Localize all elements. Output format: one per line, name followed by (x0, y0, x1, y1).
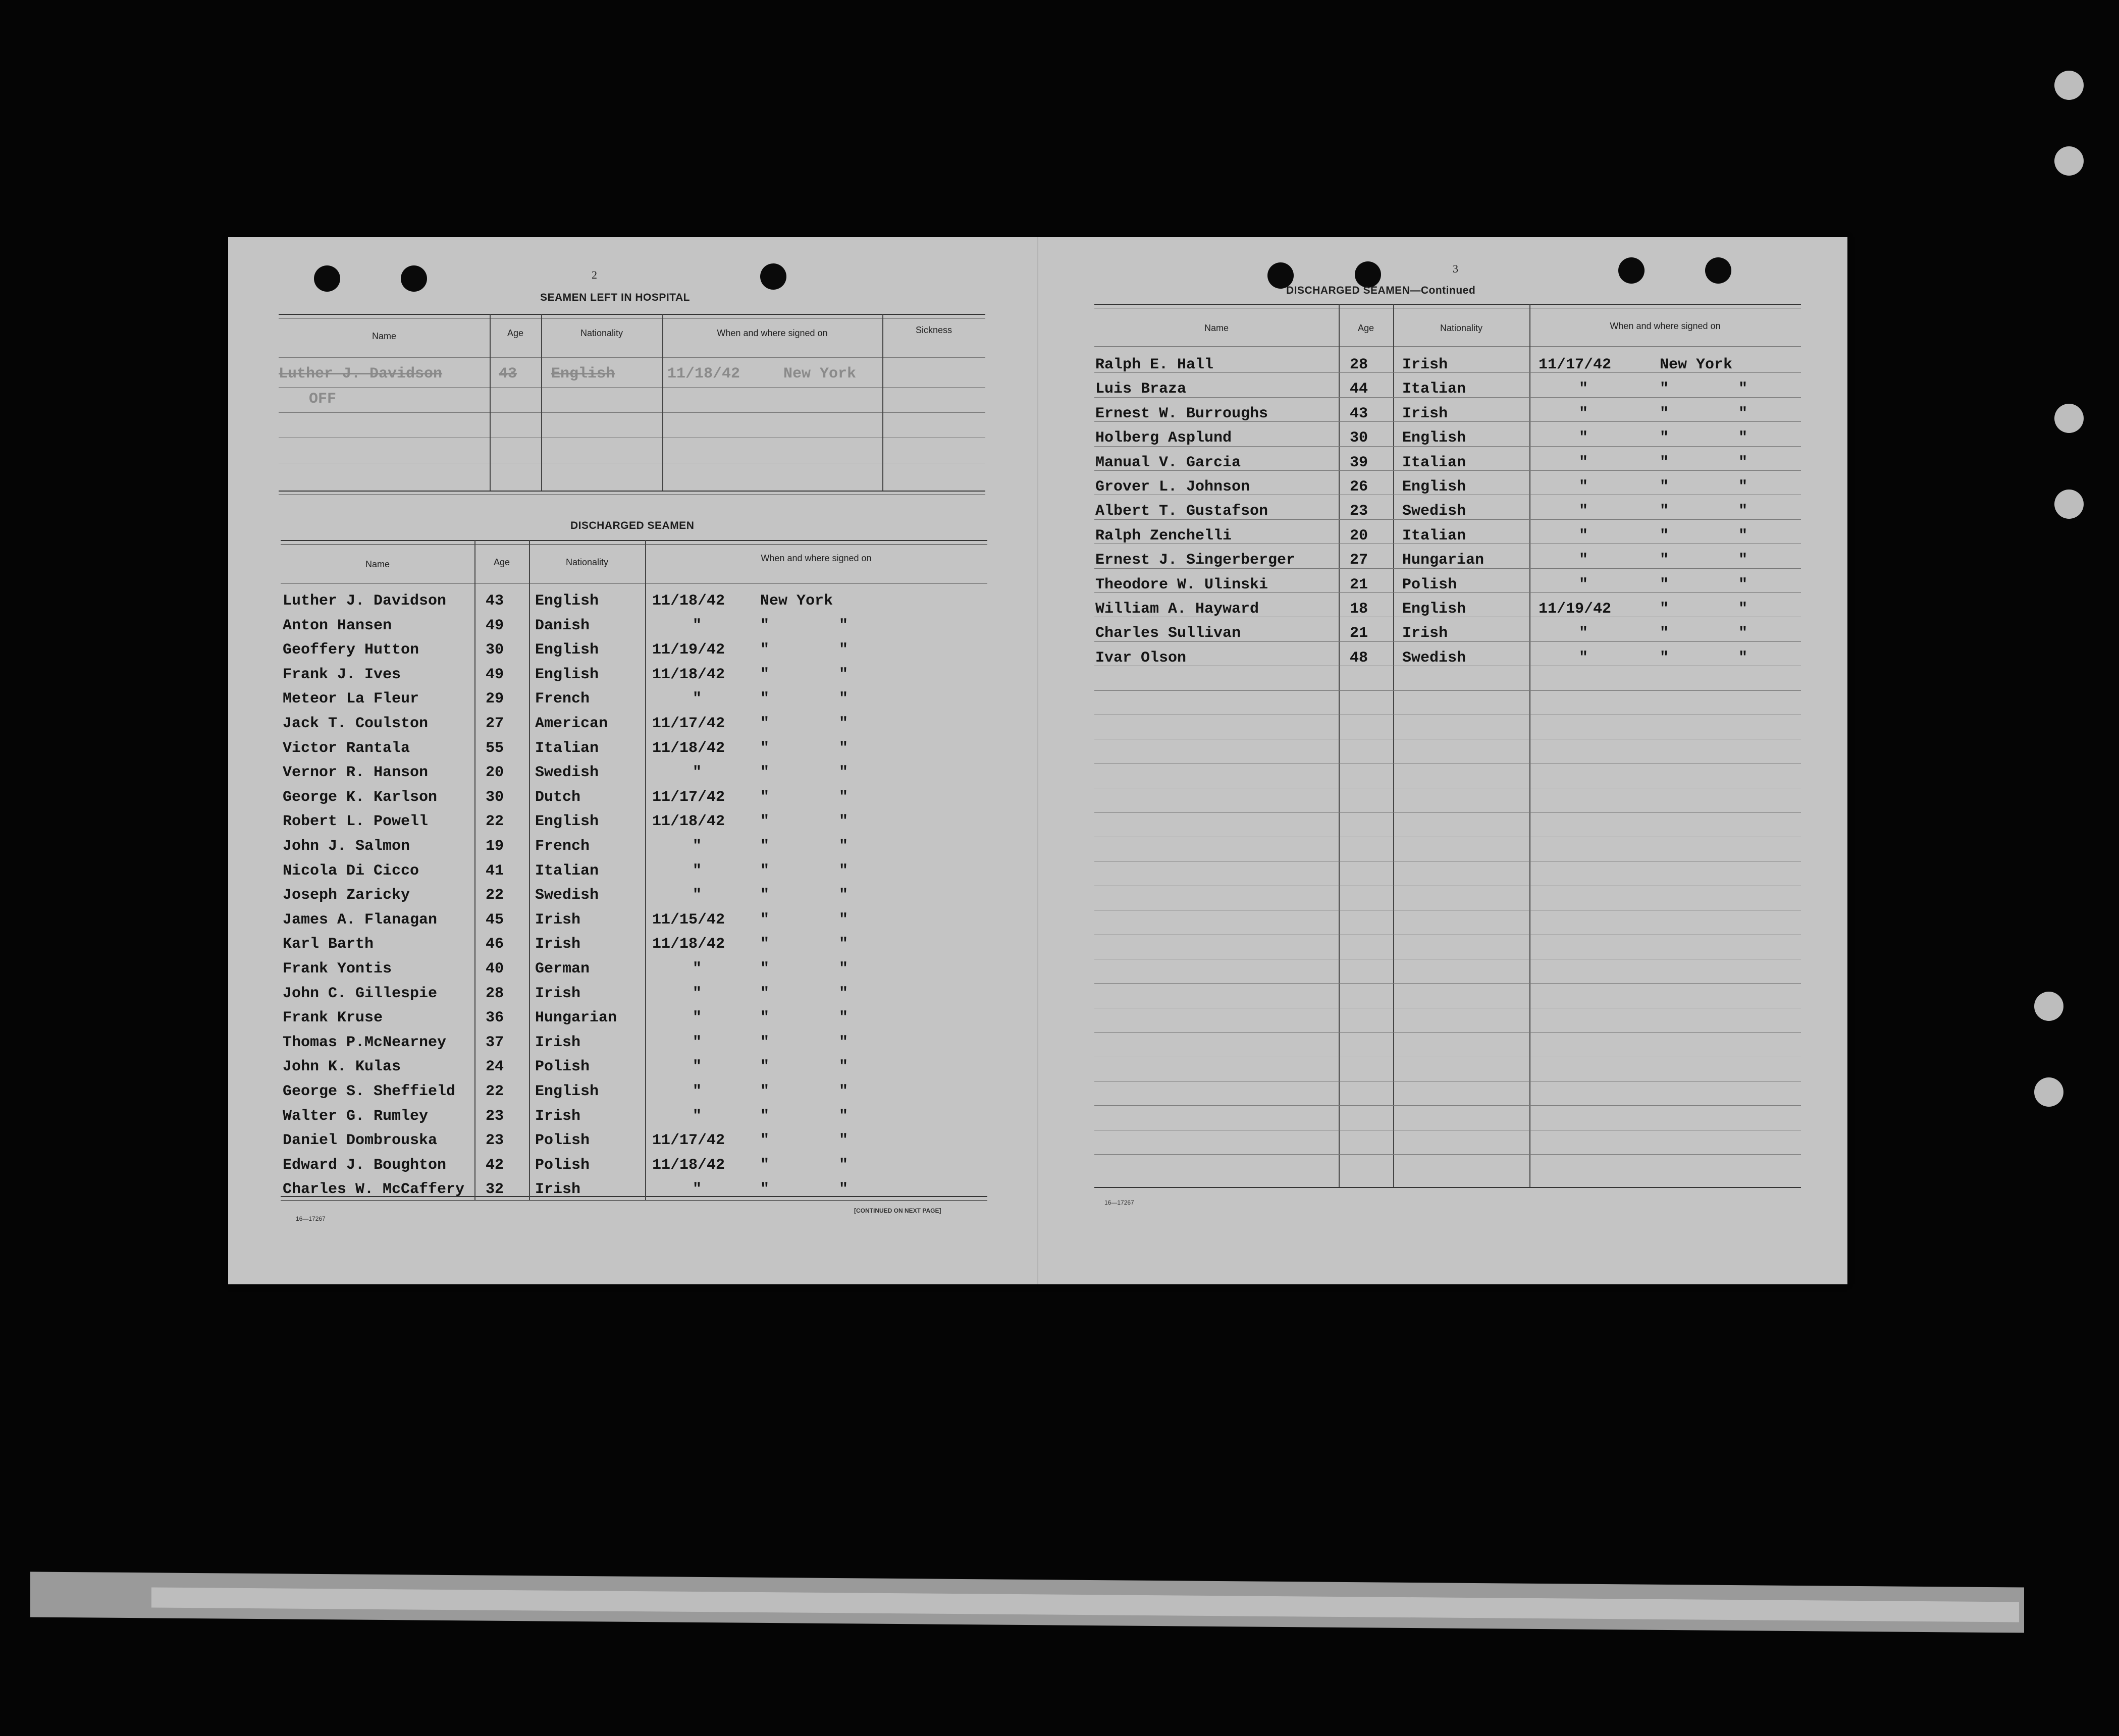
cell-age: 26 (1350, 478, 1368, 496)
cell-place: " " (760, 666, 879, 683)
cell-nationality: Polish (1402, 576, 1457, 593)
cell-nationality: Irish (1402, 356, 1448, 373)
cell-name: Thomas P.McNearney (283, 1034, 447, 1051)
cell-age: 30 (486, 788, 504, 806)
hospital-section-title: SEAMEN LEFT IN HOSPITAL (540, 292, 690, 303)
continued-header-name: Name (1204, 323, 1229, 333)
continued-header-signed-on: When and where signed on (1610, 321, 1721, 331)
cell-place: " " (760, 1083, 879, 1100)
cell-place: " " (760, 1058, 879, 1076)
cell-date: " (1579, 649, 1588, 667)
cell-name: Meteor La Fleur (283, 690, 419, 708)
cell-age: 40 (486, 960, 504, 978)
cell-date: 11/18/42 (652, 1156, 725, 1174)
cell-date: 11/18/42 (652, 666, 725, 683)
cell-nationality: Swedish (1402, 649, 1466, 667)
ruled-line (1094, 812, 1801, 813)
binder-hole (2054, 490, 2084, 519)
cell-nationality: Swedish (535, 764, 599, 782)
cell-age: 43 (1350, 405, 1368, 422)
cell-age: 18 (1350, 601, 1368, 618)
cell-name: Victor Rantala (283, 739, 410, 757)
cell-place: " " (760, 764, 879, 782)
cell-age: 30 (1350, 429, 1368, 447)
page-fold (1037, 237, 1038, 1284)
discharged-section-title: DISCHARGED SEAMEN (570, 520, 695, 531)
table-row (281, 979, 987, 1003)
table-row (281, 930, 987, 954)
cell-place: " " (760, 690, 879, 708)
cell-place: " " (760, 617, 879, 634)
cell-nationality: Irish (535, 911, 581, 929)
cell-age: 23 (486, 1132, 504, 1150)
cell-age: 45 (486, 911, 504, 929)
cell-nationality: English (535, 813, 599, 831)
cell-name: Ralph E. Hall (1095, 356, 1214, 373)
table-row (1094, 619, 1801, 643)
cell-age: 46 (486, 936, 504, 953)
cell-nationality: Italian (535, 862, 599, 880)
binder-hole (2054, 404, 2084, 433)
hospital-name: Luther J. Davidson (279, 365, 443, 383)
cell-place: " " (760, 862, 879, 880)
cell-name: Geoffery Hutton (283, 641, 419, 659)
cell-place: " " (760, 1132, 879, 1150)
right-page (1039, 237, 1846, 1284)
discharged-header-age: Age (493, 557, 510, 567)
cell-date: " (693, 887, 702, 904)
cell-date: " (693, 1083, 702, 1100)
cell-nationality: Italian (1402, 527, 1466, 545)
cell-age: 39 (1350, 454, 1368, 471)
cell-name: Daniel Dombrouska (283, 1132, 438, 1150)
cell-place: " " (760, 1156, 879, 1174)
binder-hole (2034, 992, 2063, 1021)
cell-age: 28 (1350, 356, 1368, 373)
discharged-continued-table (1094, 304, 1801, 1202)
hospital-age: 43 (499, 365, 517, 383)
cell-age: 32 (486, 1181, 504, 1199)
cell-place: " " (760, 1009, 879, 1027)
cell-age: 49 (486, 617, 504, 634)
binder-hole (2054, 146, 2084, 176)
cell-place: " " (1660, 576, 1778, 593)
table-row (1094, 594, 1801, 619)
cell-date: " (693, 690, 702, 708)
table-row (1094, 399, 1801, 423)
cell-nationality: English (535, 592, 599, 610)
cell-name: Theodore W. Ulinski (1095, 576, 1268, 593)
cell-date: " (1579, 625, 1588, 642)
cell-date: 11/17/42 (652, 1132, 725, 1150)
page-number: 3 (1453, 262, 1458, 275)
cell-place: " " (1660, 649, 1778, 667)
table-row (1094, 643, 1801, 668)
table-row (1094, 497, 1801, 521)
continued-header-age: Age (1357, 323, 1374, 333)
hospital-header-name: Name (372, 331, 396, 341)
table-row (281, 832, 987, 856)
table-row (281, 684, 987, 709)
cell-age: 27 (486, 715, 504, 732)
cell-nationality: Swedish (535, 887, 599, 904)
cell-place: " " (760, 1107, 879, 1125)
cell-name: Joseph Zaricky (283, 887, 410, 904)
cell-place: " " (1660, 478, 1778, 496)
cell-name: Frank Kruse (283, 1009, 383, 1027)
form-number: 16—17267 (1104, 1199, 1134, 1206)
table-row (1094, 350, 1801, 374)
cell-date: " (1579, 429, 1588, 447)
cell-age: 29 (486, 690, 504, 708)
cell-age: 23 (486, 1107, 504, 1125)
hospital-table (279, 314, 985, 506)
cell-date: " (693, 1107, 702, 1125)
table-row (281, 734, 987, 758)
cell-name: Vernor R. Hanson (283, 764, 429, 782)
cell-nationality: English (535, 666, 599, 683)
cell-date: " (1579, 478, 1588, 496)
cell-nationality: German (535, 960, 590, 978)
cell-nationality: Irish (535, 985, 581, 1002)
cell-name: Manual V. Garcia (1095, 454, 1241, 471)
cell-place: " " (760, 960, 879, 978)
document-sheet (228, 237, 1847, 1284)
hospital-date: 11/18/42 (667, 365, 740, 383)
cell-place: " " (760, 739, 879, 757)
cell-name: Ernest W. Burroughs (1095, 405, 1268, 422)
cell-place: " " (1660, 454, 1778, 471)
continued-section-title: DISCHARGED SEAMEN—Continued (1286, 285, 1476, 296)
cell-name: Frank Yontis (283, 960, 392, 978)
binder-hole (2034, 1077, 2063, 1107)
cell-name: Holberg Asplund (1095, 429, 1232, 447)
cell-name: John C. Gillespie (283, 985, 438, 1002)
cell-nationality: English (1402, 429, 1466, 447)
cell-name: Grover L. Johnson (1095, 478, 1250, 496)
table-row (281, 709, 987, 733)
cell-nationality: Irish (1402, 625, 1448, 642)
cell-place: New York (760, 592, 833, 610)
cell-name: William A. Hayward (1095, 601, 1259, 618)
left-page (228, 237, 1036, 1284)
table-row (281, 1102, 987, 1126)
cell-date: " (1579, 527, 1588, 545)
cell-date: 11/19/42 (652, 641, 725, 659)
cell-nationality: Italian (1402, 381, 1466, 398)
cell-age: 20 (1350, 527, 1368, 545)
cell-nationality: Irish (535, 1181, 581, 1199)
cell-nationality: Irish (535, 1034, 581, 1051)
cell-age: 30 (486, 641, 504, 659)
table-row (1094, 521, 1801, 546)
cell-age: 48 (1350, 649, 1368, 667)
cell-name: Frank J. Ives (283, 666, 401, 683)
cell-date: " (693, 1181, 702, 1199)
cell-place: " " (760, 838, 879, 855)
continued-header-nationality: Nationality (1440, 323, 1483, 333)
cell-date: " (693, 862, 702, 880)
cell-name: Albert T. Gustafson (1095, 503, 1268, 520)
discharged-header-nationality: Nationality (565, 557, 609, 567)
cell-name: James A. Flanagan (283, 911, 438, 929)
cell-name: John K. Kulas (283, 1058, 401, 1076)
cell-age: 24 (486, 1058, 504, 1076)
cell-date: " (1579, 552, 1588, 569)
cell-name: Ralph Zenchelli (1095, 527, 1232, 545)
table-row (1094, 546, 1801, 570)
table-row (281, 660, 987, 684)
cell-date: " (693, 1009, 702, 1027)
table-row (281, 1126, 987, 1150)
cell-age: 22 (486, 887, 504, 904)
table-row (281, 783, 987, 807)
cell-date: " (693, 1058, 702, 1076)
cell-date: " (693, 838, 702, 855)
table-row (281, 954, 987, 979)
cell-age: 23 (1350, 503, 1368, 520)
cell-place: " " (760, 788, 879, 806)
table-row (281, 856, 987, 881)
cell-date: " (693, 617, 702, 634)
table-row (281, 807, 987, 831)
cell-place: " " (760, 1034, 879, 1051)
cell-nationality: Danish (535, 617, 590, 634)
cell-name: Karl Barth (283, 936, 374, 953)
cell-nationality: Italian (1402, 454, 1466, 471)
form-number: 16—17267 (296, 1215, 326, 1222)
cell-nationality: Italian (535, 739, 599, 757)
table-row (281, 1052, 987, 1076)
cell-nationality: Irish (535, 1107, 581, 1125)
cell-date: 11/17/42 (652, 788, 725, 806)
cell-place: " " (1660, 503, 1778, 520)
cell-nationality: Polish (535, 1058, 590, 1076)
cell-place: " " (760, 1181, 879, 1199)
cell-nationality: English (535, 1083, 599, 1100)
cell-place: " " (1660, 527, 1778, 545)
cell-place: " " (760, 813, 879, 831)
cell-age: 21 (1350, 576, 1368, 593)
cell-nationality: French (535, 690, 590, 708)
cell-date: " (1579, 503, 1588, 520)
cell-age: 42 (486, 1156, 504, 1174)
cell-place: " " (1660, 625, 1778, 642)
cell-age: 28 (486, 985, 504, 1002)
cell-place: New York (1660, 356, 1733, 373)
cell-place: " " (1660, 429, 1778, 447)
cell-name: Luis Braza (1095, 381, 1187, 398)
cell-date: 11/18/42 (652, 936, 725, 953)
discharged-header-signed-on: When and where signed on (761, 553, 872, 563)
cell-age: 27 (1350, 552, 1368, 569)
cell-age: 44 (1350, 381, 1368, 398)
discharged-table (281, 540, 987, 1211)
cell-date: 11/18/42 (652, 592, 725, 610)
cell-place: " " (1660, 601, 1778, 618)
table-row (1094, 570, 1801, 594)
cell-age: 55 (486, 739, 504, 757)
table-row (281, 1028, 987, 1052)
cell-date: 11/15/42 (652, 911, 725, 929)
table-row (281, 611, 987, 635)
cell-nationality: Polish (535, 1156, 590, 1174)
cell-nationality: Polish (535, 1132, 590, 1150)
hospital-place: New York (783, 365, 857, 383)
cell-date: 11/18/42 (652, 813, 725, 831)
hospital-note: OFF (309, 391, 337, 408)
table-row (281, 1077, 987, 1101)
cell-age: 41 (486, 862, 504, 880)
cell-place: " " (760, 641, 879, 659)
cell-age: 22 (486, 813, 504, 831)
table-row (281, 1151, 987, 1175)
cell-date: 11/17/42 (652, 715, 725, 732)
cell-age: 49 (486, 666, 504, 683)
cell-date: 11/18/42 (652, 739, 725, 757)
cell-place: " " (760, 936, 879, 953)
table-row (281, 905, 987, 930)
table-row (281, 586, 987, 611)
cell-name: Nicola Di Cicco (283, 862, 419, 880)
cell-name: Charles Sullivan (1095, 625, 1241, 642)
cell-nationality: Irish (1402, 405, 1448, 422)
cell-place: " " (760, 985, 879, 1002)
cell-date: 11/19/42 (1539, 601, 1612, 618)
cell-nationality: French (535, 838, 590, 855)
cell-date: " (693, 764, 702, 782)
cell-date: " (693, 960, 702, 978)
cell-place: " " (760, 887, 879, 904)
cell-nationality: Hungarian (535, 1009, 617, 1027)
cell-place: " " (760, 911, 879, 929)
cell-name: Jack T. Coulston (283, 715, 429, 732)
hospital-header-sickness: Sickness (915, 325, 952, 335)
cell-date: " (1579, 576, 1588, 593)
page-number: 2 (592, 268, 597, 281)
cell-nationality: English (1402, 478, 1466, 496)
cell-place: " " (1660, 405, 1778, 422)
hospital-header-signed-on: When and where signed on (717, 328, 828, 338)
cell-nationality: English (1402, 601, 1466, 618)
cell-place: " " (1660, 381, 1778, 398)
cell-nationality: American (535, 715, 608, 732)
cell-name: Edward J. Boughton (283, 1156, 447, 1174)
binder-hole (2054, 71, 2084, 100)
ruled-line (1094, 1154, 1801, 1155)
hospital-header-age: Age (507, 328, 524, 338)
cell-age: 37 (486, 1034, 504, 1051)
cell-nationality: Swedish (1402, 503, 1466, 520)
cell-name: George K. Karlson (283, 788, 438, 806)
hospital-header-nationality: Nationality (580, 328, 623, 338)
cell-date: 11/17/42 (1539, 356, 1612, 373)
table-row (281, 1175, 987, 1199)
table-row (281, 881, 987, 905)
cell-age: 22 (486, 1083, 504, 1100)
ruled-line (1094, 690, 1801, 691)
cell-place: " " (760, 715, 879, 732)
table-row (281, 758, 987, 782)
table-row (281, 635, 987, 660)
cell-name: Robert L. Powell (283, 813, 429, 831)
hospital-nationality: English (551, 365, 615, 383)
cell-name: Ivar Olson (1095, 649, 1187, 667)
cell-nationality: Dutch (535, 788, 581, 806)
ruled-line (1094, 983, 1801, 984)
cell-nationality: English (535, 641, 599, 659)
discharged-header-name: Name (365, 559, 390, 569)
cell-age: 20 (486, 764, 504, 782)
cell-date: " (1579, 381, 1588, 398)
cell-name: George S. Sheffield (283, 1083, 456, 1100)
continued-note: [CONTINUED ON NEXT PAGE] (854, 1207, 941, 1214)
cell-name: Anton Hansen (283, 617, 392, 634)
table-row (1094, 472, 1801, 497)
cell-nationality: Hungarian (1402, 552, 1485, 569)
cell-nationality: Irish (535, 936, 581, 953)
hospital-row (279, 359, 985, 384)
cell-name: Charles W. McCaffery (283, 1181, 465, 1199)
cell-date: " (1579, 454, 1588, 471)
cell-age: 21 (1350, 625, 1368, 642)
table-row (281, 1003, 987, 1027)
cell-name: Luther J. Davidson (283, 592, 447, 610)
cell-age: 19 (486, 838, 504, 855)
table-row (1094, 374, 1801, 399)
ruled-line (1094, 1032, 1801, 1033)
cell-date: " (693, 1034, 702, 1051)
cell-name: Walter G. Rumley (283, 1107, 429, 1125)
cell-age: 36 (486, 1009, 504, 1027)
cell-date: " (1579, 405, 1588, 422)
table-row (1094, 448, 1801, 472)
cell-age: 43 (486, 592, 504, 610)
cell-name: Ernest J. Singerberger (1095, 552, 1296, 569)
table-row (1094, 423, 1801, 448)
cell-name: John J. Salmon (283, 838, 410, 855)
cell-place: " " (1660, 552, 1778, 569)
ruled-line (1094, 1105, 1801, 1106)
cell-date: " (693, 985, 702, 1002)
